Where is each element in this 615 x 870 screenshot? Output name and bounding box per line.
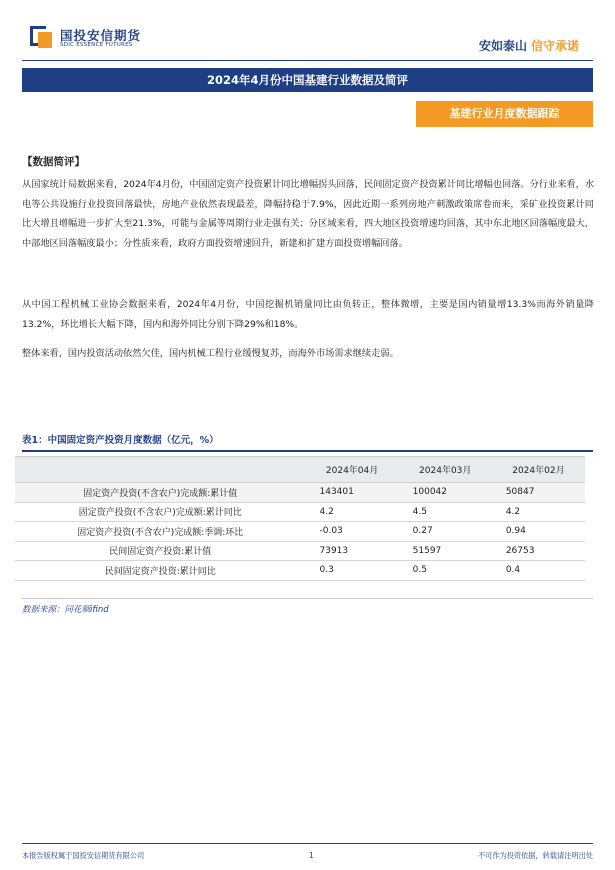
report-category-tag: 基建行业月度数据跟踪 [416,101,593,127]
table-row [15,502,585,522]
table-header-row [15,457,585,483]
slogan-part-2: 信守承诺 [530,39,579,53]
table-cell: 100042 [399,483,492,503]
commentary-heading: 【数据简评】 [22,156,85,168]
table-cell: 73913 [306,541,399,561]
table-header-cell: 2024年04月 [306,457,399,483]
table-cell: 51597 [399,541,492,561]
table-row-label: 民间固定资产投资:累计同比 [15,561,306,581]
table-row-label: 固定资产投资(不含农户)完成额:累计值 [15,483,306,503]
footer-disclaimer: 不可作为投资依据，转载请注明出处 [477,851,593,860]
commentary-paragraph-1: 从国家统计局数据来看，2024年4月份，中国固定资产投资累计同比增幅拐头回落，民间固定资产投资累计同比增幅也回落。分行业来看，水电等公共设施行业投资回落最快，房地产业依然表现最差，降幅持稳于7.9%，因此近期一系列房地产刺激政策席卷而来，采矿业投资累计同比大增且增幅进一步扩大至21.3%，可能与金属等周期行业走强有关；分区域来看，四大地区投资增速均回落，其中东北地区回落幅度最大，中部地区回落幅度最小；分性质来看，政府方面投资增速回升，新建和扩建方面投资增幅回落。 [22,179,594,249]
table-cell: 0.5 [399,561,492,581]
logo-company-name-en: SDIC ESSENCE FUTURES [60,42,133,48]
commentary-paragraph-2: 从中国工程机械工业协会数据来看，2024年4月份，中国挖掘机销量同比由负转正，整体微增，主要是国内销量增13.3%而海外销量降13.2%，环比增长大幅下降，国内和海外同比分别下降29%和18%。 [22,299,594,330]
table-cell: 0.94 [492,522,585,542]
table-cell: 0.4 [492,561,585,581]
table-row [15,561,585,581]
table-cell: 26753 [492,541,585,561]
investment-data-table [15,456,585,581]
slogan [479,37,579,54]
page-number: 1 [309,851,314,860]
table-title-divider [22,450,593,452]
table-row [15,522,585,542]
table-cell: 0.3 [306,561,399,581]
table-row-label: 民间固定资产投资:累计值 [15,541,306,561]
table-cell: -0.03 [306,522,399,542]
footer-copyright: 本报告版权属于国投安信期货有限公司 [22,851,145,860]
source-divider [22,598,593,599]
commentary-paragraph-3: 整体来看，国内投资活动依然欠佳，国内机械工程行业缓慢复苏，而海外市场需求继续走弱。 [22,348,399,359]
table-row [15,541,585,561]
table-cell: 4.2 [306,502,399,522]
table-row-label: 固定资产投资(不含农户)完成额:季调:环比 [15,522,306,542]
table-title: 表1：中国固定资产投资月度数据（亿元，%） [22,435,219,446]
company-logo-icon [30,26,54,48]
table-cell: 4.2 [492,502,585,522]
slogan-part-1: 安如泰山 [478,39,527,53]
footer-divider [22,843,593,844]
table-cell: 143401 [306,483,399,503]
table-header-cell [15,457,306,483]
table-header-cell: 2024年02月 [492,457,585,483]
table-cell: 4.5 [399,502,492,522]
table-row [15,483,585,503]
data-source-note: 数据来源：同花顺ifind [22,605,109,615]
header-divider [22,60,593,61]
table-cell: 0.27 [399,522,492,542]
table-header-cell: 2024年03月 [399,457,492,483]
table-row-label: 固定资产投资(不含农户)完成额:累计同比 [15,502,306,522]
report-title: 2024年4月份中国基建行业数据及简评 [22,68,593,92]
table-cell: 50847 [492,483,585,503]
logo-company-name: 国投安信期货 [60,28,142,43]
